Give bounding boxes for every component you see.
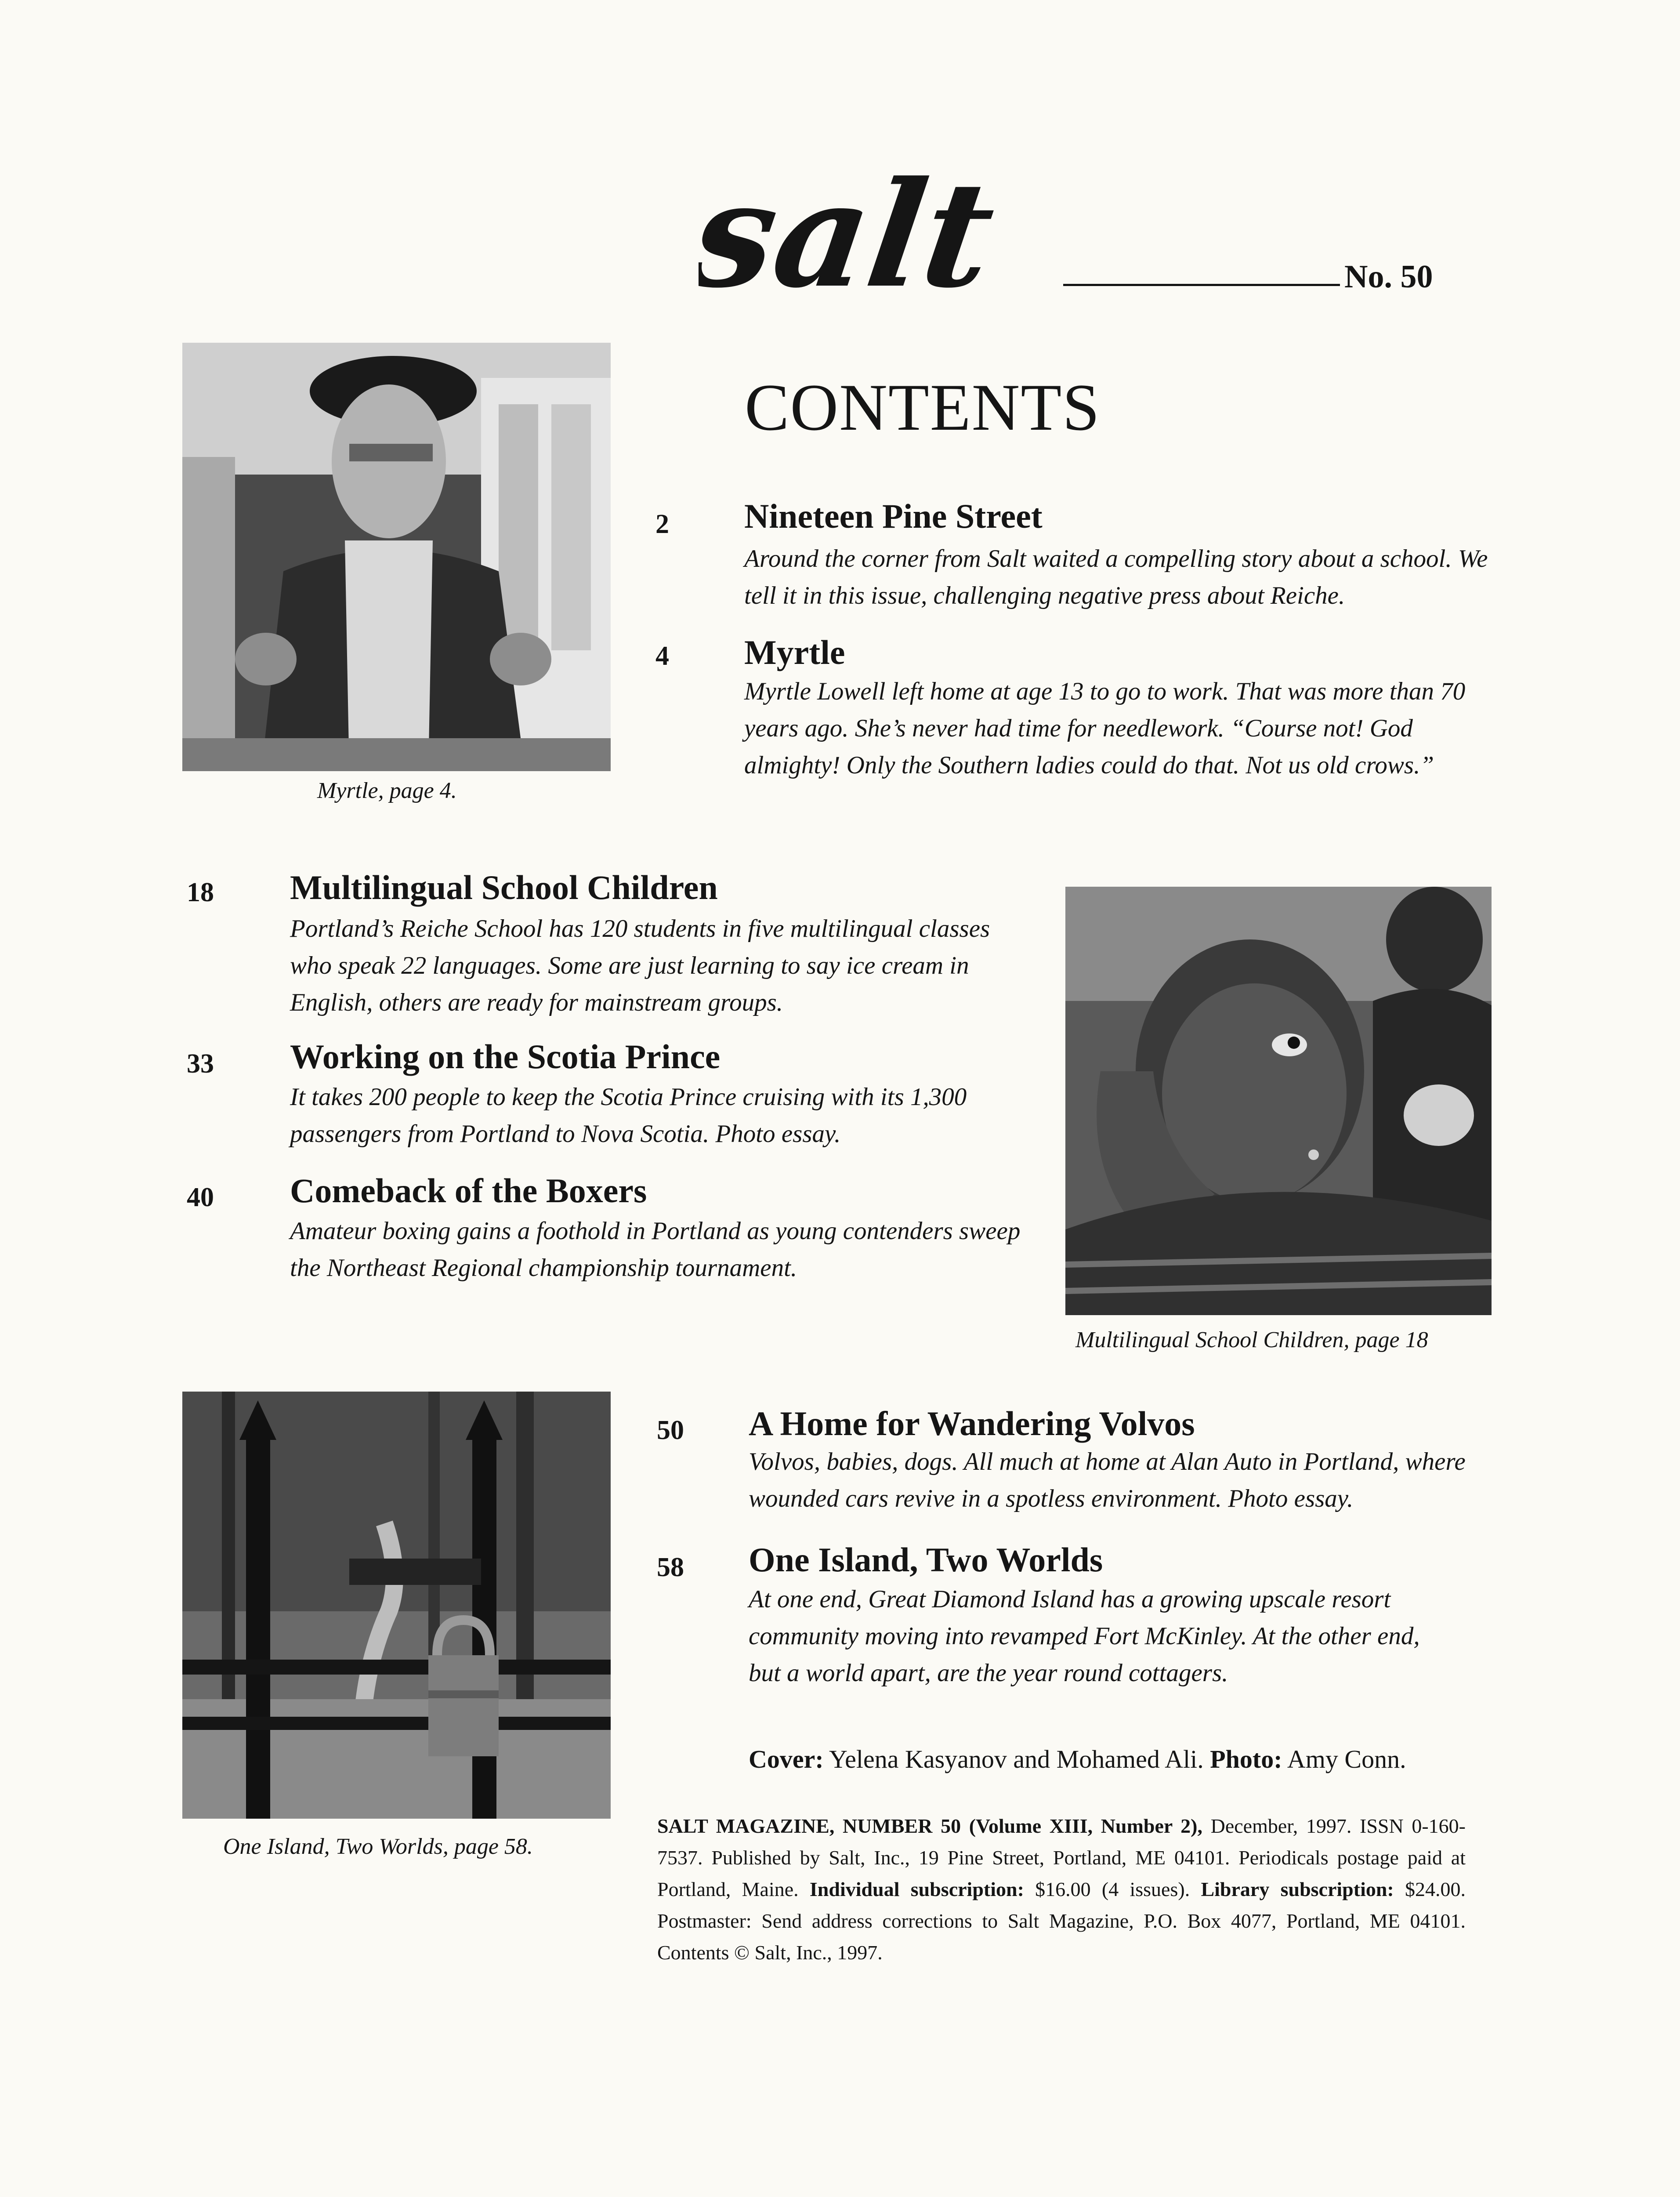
cover-label: Cover: <box>749 1745 824 1773</box>
publication-name: SALT MAGAZINE, NUMBER 50 (Volume XIII, Number 2), <box>657 1815 1202 1837</box>
cover-credit <box>749 1744 1406 1774</box>
entry-title: One Island, Two Worlds <box>749 1541 1103 1579</box>
entry-title: Working on the Scotia Prince <box>290 1037 721 1076</box>
entry-page-number: 33 <box>187 1049 214 1079</box>
cover-photographer: Amy Conn. <box>1287 1745 1406 1773</box>
individual-subscription-price: $16.00 (4 issues). <box>1035 1878 1190 1900</box>
entry-title: Comeback of the Boxers <box>290 1171 647 1210</box>
gate-photo <box>182 1392 611 1819</box>
children-caption: Multilingual School Children, page 18 <box>1075 1327 1428 1352</box>
entry-page-number: 18 <box>187 877 214 907</box>
myrtle-photo <box>182 343 611 771</box>
library-subscription-price: $24.00. <box>1405 1878 1466 1900</box>
entry-description: Around the corner from Salt waited a compelling story about a school. We tell it in this issue, challenging negative press about Reiche. <box>744 545 1488 609</box>
entry-description: Volvos, babies, dogs. All much at home at Alan Auto in Portland, where wounded cars revive in a spotless environment. Photo essay. <box>749 1448 1466 1512</box>
children-photo <box>1065 887 1492 1315</box>
entry-page-number: 50 <box>657 1415 684 1445</box>
salt-logo <box>699 141 1085 330</box>
entry-title: Myrtle <box>744 633 845 671</box>
contents-heading: CONTENTS <box>745 370 1101 444</box>
entry-description: Myrtle Lowell left home at age 13 to go to work. That was more than 70 years ago. She’s never had time for needlework. “Course not! God almighty! Only the Southern ladies could do that. Not us old crows.” <box>744 678 1466 779</box>
entry-description: It takes 200 people to keep the Scotia Prince cruising with its 1,300 passengers from Portland to Nova Scotia. Photo essay. <box>290 1083 967 1148</box>
library-subscription-label: Library subscription: <box>1201 1878 1394 1900</box>
entry-description: At one end, Great Diamond Island has a growing upscale resort community moving into revamped Fort McKinley. At the other end, but a world apart, are the year round cottagers. <box>749 1585 1420 1687</box>
postmaster-notice: Postmaster: Send address corrections to Salt Magazine, P.O. Box 4077, Portland, ME 04101. Contents © Salt, Inc., 1997. <box>657 1910 1466 1964</box>
entry-page-number: 2 <box>655 509 669 539</box>
publication-info <box>657 1810 1466 1969</box>
entry-title: Nineteen Pine Street <box>744 497 1043 535</box>
cover-subjects: Yelena Kasyanov and Mohamed Ali. <box>829 1745 1204 1773</box>
myrtle-caption: Myrtle, page 4. <box>317 778 457 803</box>
issue-number: No. 50 <box>1344 259 1433 295</box>
individual-subscription-label: Individual subscription: <box>809 1878 1024 1900</box>
entry-page-number: 58 <box>657 1552 684 1582</box>
entry-page-number: 4 <box>655 641 669 671</box>
entry-title: A Home for Wandering Volvos <box>749 1404 1195 1443</box>
salt-logo-text: salt <box>699 150 1004 320</box>
entry-page-number: 40 <box>187 1182 214 1212</box>
entry-description: Amateur boxing gains a foothold in Portland as young contenders sweep the Northeast Regional championship tournament. <box>290 1217 1021 1282</box>
entry-title: Multilingual School Children <box>290 868 718 906</box>
photo-label: Photo: <box>1210 1745 1282 1773</box>
publication-details: December, 1997. ISSN 0-160-7537. Published by Salt, Inc., 19 Pine Street, Portland, ME 04101. Periodicals postage paid at Portland, Maine. <box>657 1815 1466 1900</box>
gate-caption: One Island, Two Worlds, page 58. <box>223 1834 533 1859</box>
masthead-rule <box>1063 284 1340 286</box>
entry-description: Portland’s Reiche School has 120 students in five multilingual classes who speak 22 languages. Some are just learning to say ice cream in English, others are ready for mainstream groups. <box>290 915 990 1016</box>
